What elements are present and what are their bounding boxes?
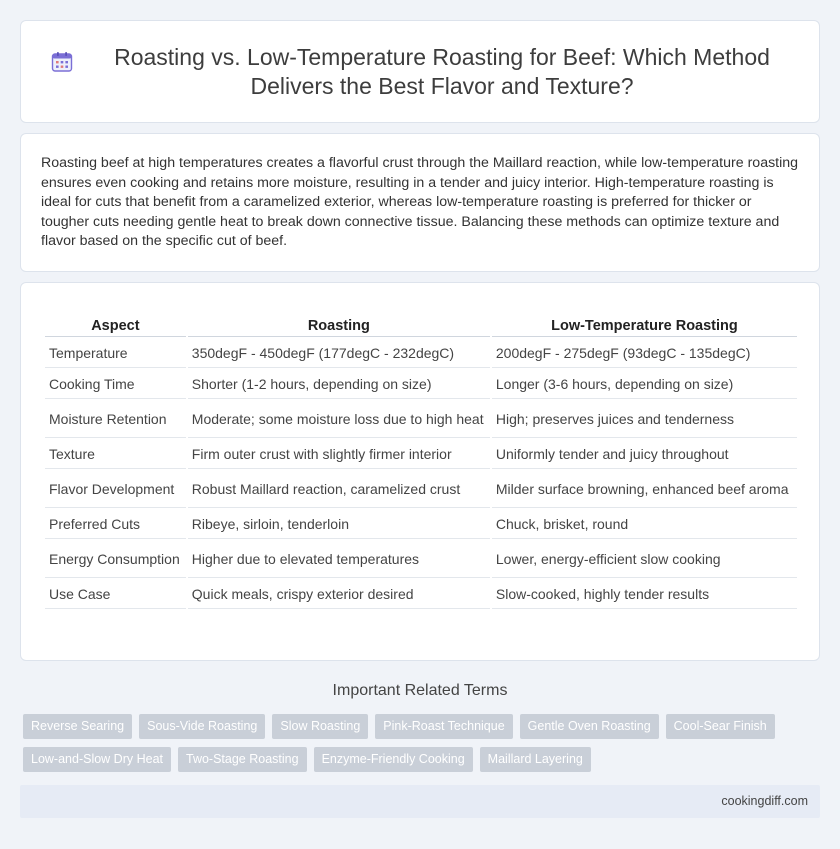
tag-maillard-layering[interactable]: Maillard Layering — [480, 747, 591, 772]
tag-sous-vide-roasting[interactable]: Sous-Vide Roasting — [139, 714, 265, 739]
cell-aspect: Flavor Development — [45, 471, 186, 508]
cell-roasting: Moderate; some moisture loss due to high heat — [188, 401, 490, 438]
cell-aspect: Moisture Retention — [45, 401, 186, 438]
footer-site[interactable]: cookingdiff.com — [721, 794, 808, 808]
cell-roasting: 350degF - 450degF (177degC - 232degC) — [188, 339, 490, 368]
tag-pink-roast-technique[interactable]: Pink-Roast Technique — [375, 714, 512, 739]
cell-low-temp: Lower, energy-efficient slow cooking — [492, 541, 797, 578]
comparison-card — [20, 282, 820, 661]
cell-aspect: Temperature — [45, 339, 186, 368]
related-terms-tags — [23, 714, 823, 780]
tag-row — [23, 714, 823, 739]
table-row — [45, 471, 797, 508]
tag-cool-sear-finish[interactable]: Cool-Sear Finish — [666, 714, 775, 739]
cell-low-temp: Chuck, brisket, round — [492, 510, 797, 539]
cell-aspect: Use Case — [45, 580, 186, 609]
header-aspect: Aspect — [45, 315, 186, 337]
summary-card — [20, 133, 820, 272]
tag-row — [23, 747, 823, 772]
cell-roasting: Firm outer crust with slightly firmer interior — [188, 440, 490, 469]
cell-roasting: Robust Maillard reaction, caramelized crust — [188, 471, 490, 508]
cell-low-temp: Slow-cooked, highly tender results — [492, 580, 797, 609]
header-roasting: Roasting — [188, 315, 490, 337]
cell-aspect: Texture — [45, 440, 186, 469]
tag-low-and-slow-dry-heat[interactable]: Low-and-Slow Dry Heat — [23, 747, 171, 772]
footer — [20, 785, 820, 818]
header-low-temp-roasting: Low-Temperature Roasting — [492, 315, 797, 337]
cell-roasting: Ribeye, sirloin, tenderloin — [188, 510, 490, 539]
cell-aspect: Energy Consumption — [45, 541, 186, 578]
comparison-table — [43, 313, 799, 611]
tag-reverse-searing[interactable]: Reverse Searing — [23, 714, 132, 739]
cell-low-temp: Longer (3-6 hours, depending on size) — [492, 370, 797, 399]
tag-slow-roasting[interactable]: Slow Roasting — [272, 714, 368, 739]
cell-low-temp: High; preserves juices and tenderness — [492, 401, 797, 438]
tag-two-stage-roasting[interactable]: Two-Stage Roasting — [178, 747, 307, 772]
cell-low-temp: 200degF - 275degF (93degC - 135degC) — [492, 339, 797, 368]
table-row — [45, 370, 797, 399]
related-terms-heading: Important Related Terms — [332, 682, 508, 699]
cell-roasting: Shorter (1-2 hours, depending on size) — [188, 370, 490, 399]
cell-aspect: Cooking Time — [45, 370, 186, 399]
cell-low-temp: Milder surface browning, enhanced beef aroma — [492, 471, 797, 508]
calendar-grid-icon — [51, 51, 73, 73]
page-title: Roasting vs. Low-Temperature Roasting for Beef: Which Method Delivers the Best Flavor and Texture? — [114, 44, 770, 99]
cell-roasting: Higher due to elevated temperatures — [188, 541, 490, 578]
header-card — [20, 20, 820, 123]
cell-aspect: Preferred Cuts — [45, 510, 186, 539]
table-row — [45, 541, 797, 578]
tag-enzyme-friendly-cooking[interactable]: Enzyme-Friendly Cooking — [314, 747, 473, 772]
cell-roasting: Quick meals, crispy exterior desired — [188, 580, 490, 609]
table-row — [45, 339, 797, 368]
summary-text: Roasting beef at high temperatures creates a flavorful crust through the Maillard reaction, while low-temperature roasting ensures even cooking and retains more moisture, resulting in a tender and juicy interior. High-temperature roasting is ideal for cuts that benefit from a caramelized exterior, whereas low-temperature roasting is preferred for thicker or tougher cuts needing gentle heat to break down connective tissue. Balancing these methods can optimize texture and flavor based on the specific cut of beef. — [41, 155, 799, 250]
table-row — [45, 401, 797, 438]
cell-low-temp: Uniformly tender and juicy throughout — [492, 440, 797, 469]
tag-gentle-oven-roasting[interactable]: Gentle Oven Roasting — [520, 714, 659, 739]
table-row — [45, 510, 797, 539]
table-row — [45, 580, 797, 609]
table-header-row — [45, 315, 797, 337]
table-row — [45, 440, 797, 469]
